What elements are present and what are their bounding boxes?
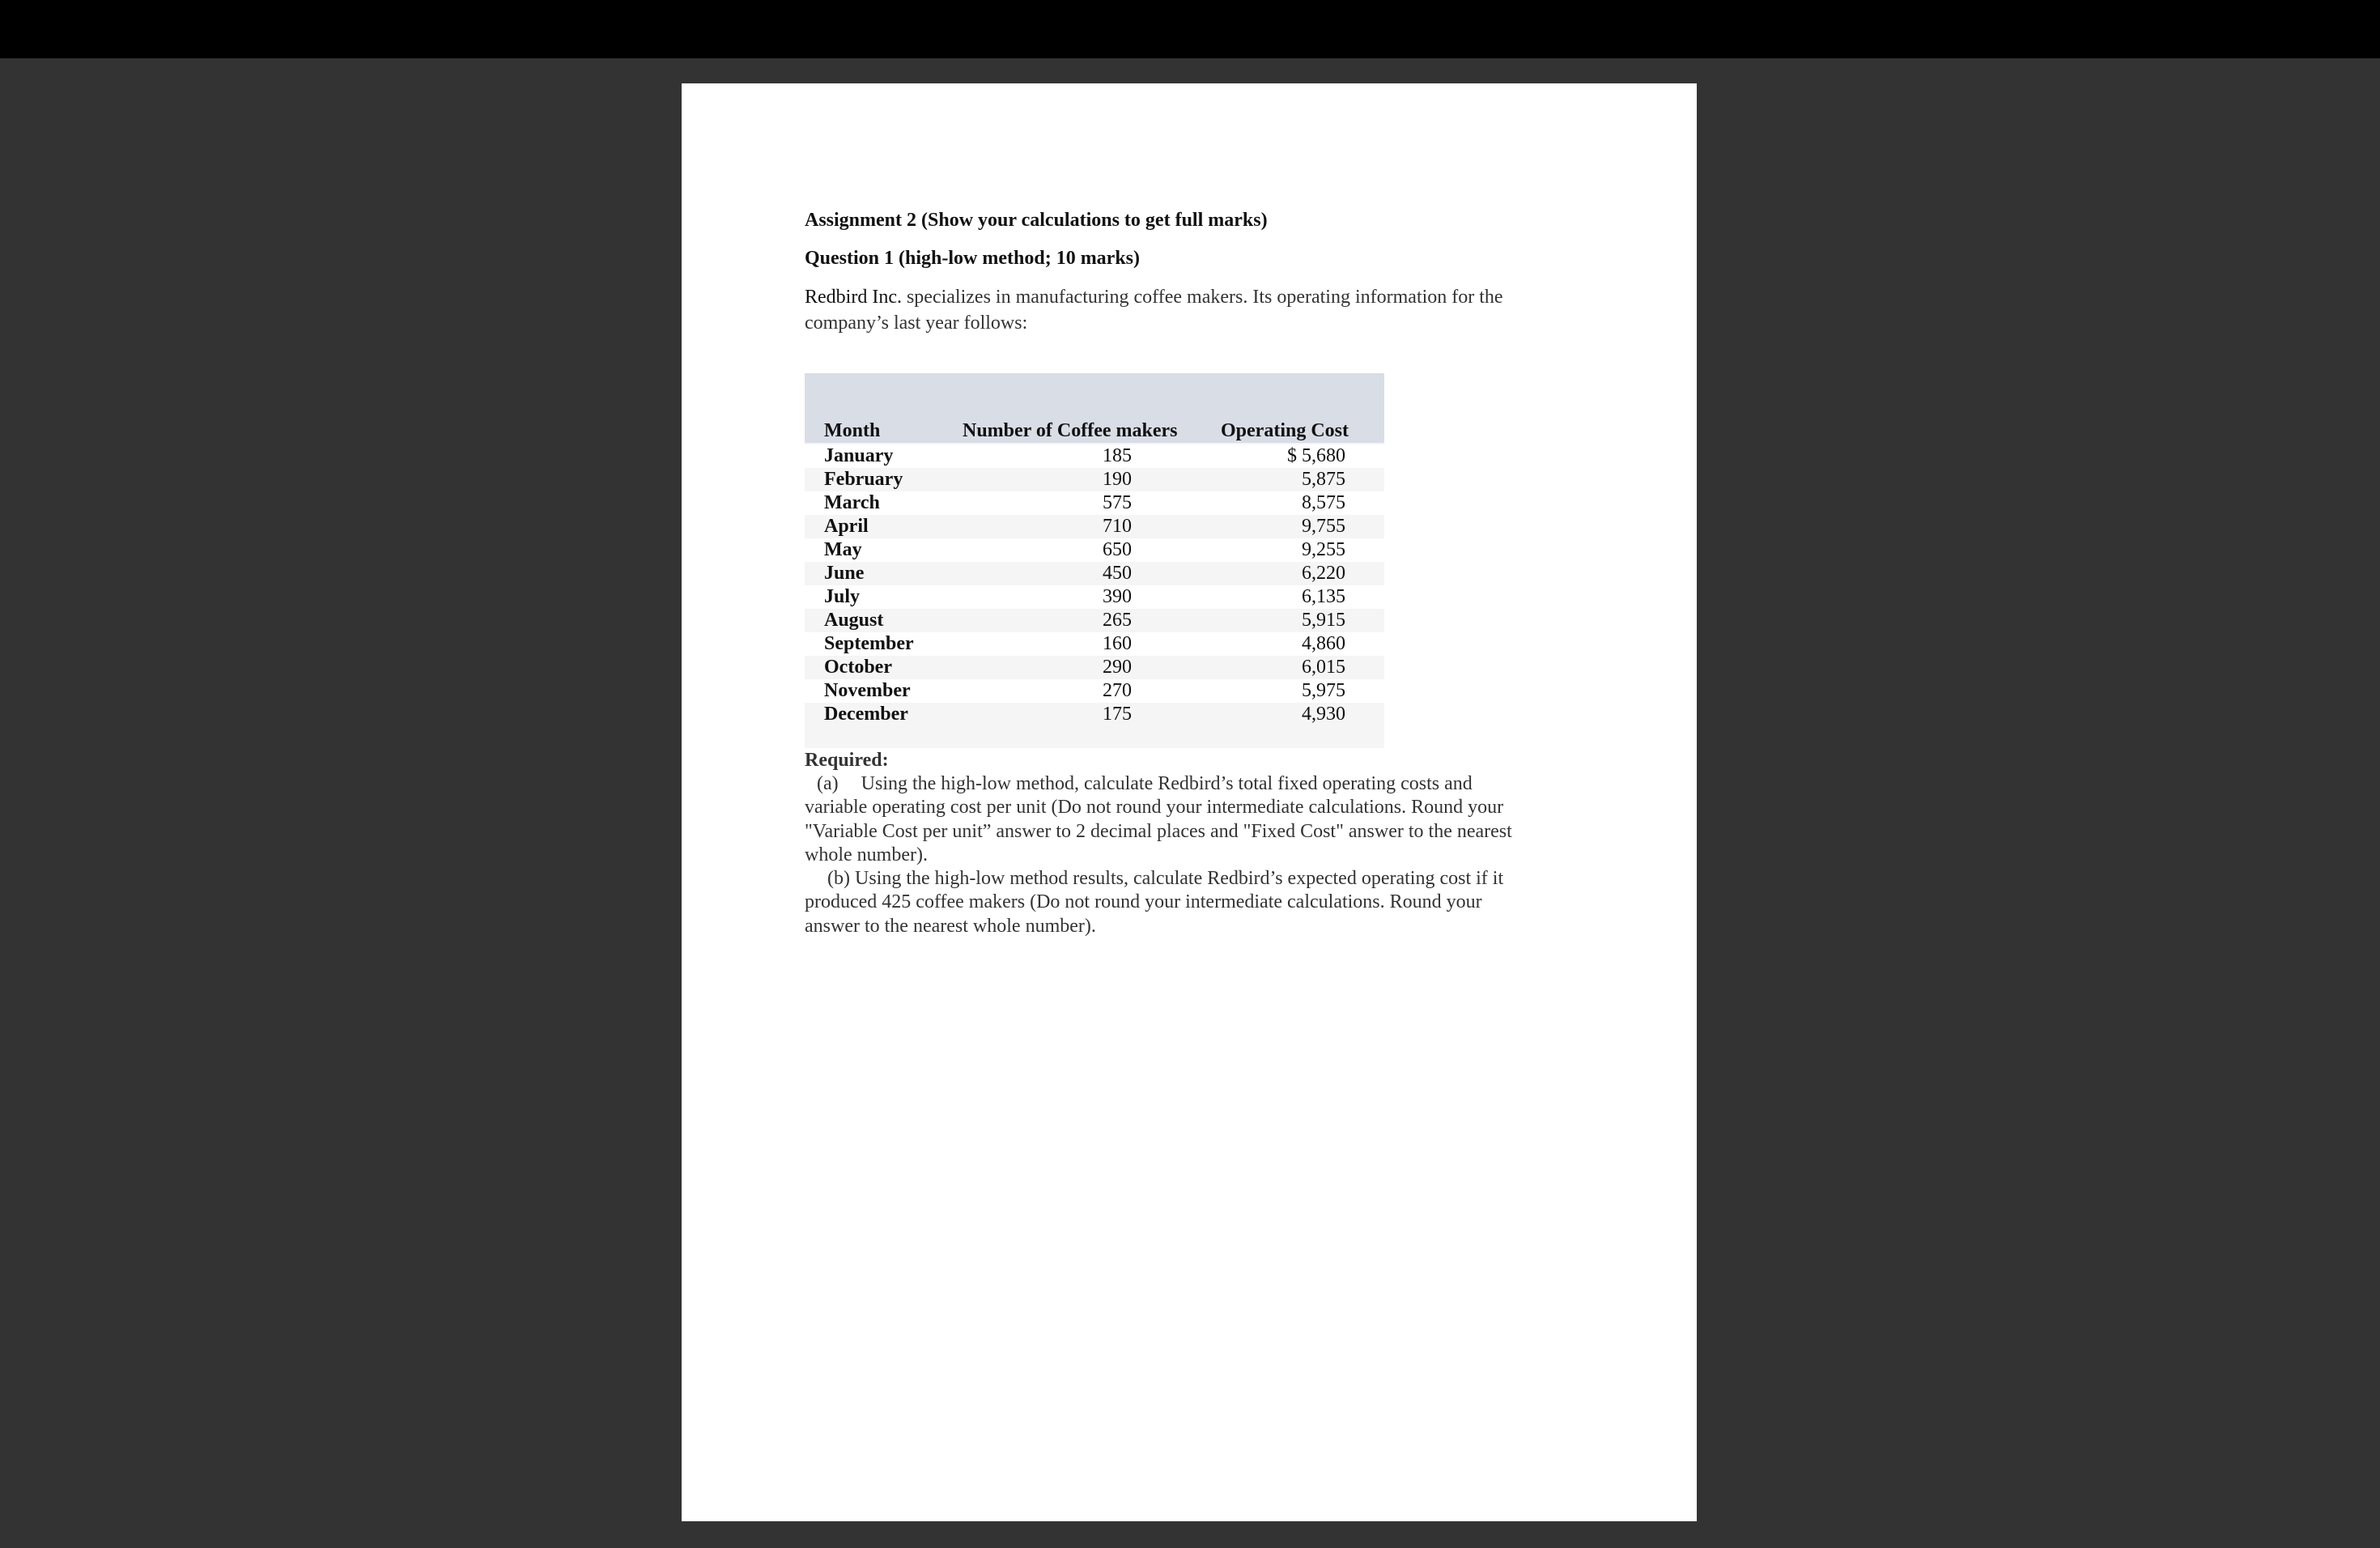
table-row <box>805 585 1384 609</box>
table-row <box>805 679 1384 703</box>
month-cell: June <box>824 563 865 584</box>
month-cell: September <box>824 633 914 654</box>
part-a-line-4: whole number). <box>805 844 928 865</box>
company-name: Redbird Inc. <box>805 287 902 308</box>
units-cell: 390 <box>1103 586 1132 607</box>
cost-cell: 5,975 <box>1302 680 1345 701</box>
units-cell: 190 <box>1103 469 1132 490</box>
top-bar <box>0 0 2380 58</box>
cost-cell: 9,255 <box>1302 539 1345 560</box>
table-row <box>805 515 1384 538</box>
table-row <box>805 444 1384 468</box>
table-row <box>805 491 1384 515</box>
units-cell: 290 <box>1103 657 1132 678</box>
table-row <box>805 538 1384 562</box>
units-cell: 185 <box>1103 445 1132 466</box>
month-cell: March <box>824 492 880 513</box>
part-a-label: (a) <box>817 773 839 794</box>
part-a-line-2: variable operating cost per unit (Do not round your intermediate calculations. Round your <box>805 797 1504 819</box>
table-row <box>805 609 1384 632</box>
table-row <box>805 656 1384 679</box>
cost-cell: 6,135 <box>1302 586 1345 607</box>
intro-line-2: company’s last year follows: <box>805 313 1028 334</box>
units-cell: 265 <box>1103 610 1132 631</box>
operating-data-table <box>805 373 1384 748</box>
units-cell: 160 <box>1103 633 1132 654</box>
month-cell: April <box>824 516 869 537</box>
cost-cell: 6,220 <box>1302 563 1345 584</box>
intro-text: specializes in manufacturing coffee makers. Its operating information for the <box>901 287 1503 308</box>
cost-cell: 6,015 <box>1302 657 1345 678</box>
units-cell: 575 <box>1103 492 1132 513</box>
units-cell: 710 <box>1103 516 1132 537</box>
required-label: Required: <box>805 750 889 771</box>
table-row <box>805 468 1384 491</box>
header-month: Month <box>824 420 881 441</box>
part-a-line-1: Using the high-low method, calculate Redbird’s total fixed operating costs and <box>861 773 1473 794</box>
part-a-line-3: "Variable Cost per unit” answer to 2 decimal places and "Fixed Cost" answer to the nearest <box>805 820 1512 842</box>
table-header <box>805 373 1384 443</box>
table-row <box>805 632 1384 656</box>
month-cell: May <box>824 539 862 560</box>
month-cell: August <box>824 610 884 631</box>
cost-cell: $ 5,680 <box>1287 445 1345 466</box>
units-cell: 650 <box>1103 539 1132 560</box>
table-row <box>805 703 1384 726</box>
cost-cell: 5,915 <box>1302 610 1345 631</box>
header-units: Number of Coffee makers <box>963 420 1178 441</box>
cost-cell: 9,755 <box>1302 516 1345 537</box>
document-page <box>682 83 1697 1521</box>
header-cost: Operating Cost <box>1221 420 1349 441</box>
units-cell: 270 <box>1103 680 1132 701</box>
cost-cell: 4,860 <box>1302 633 1345 654</box>
cost-cell: 4,930 <box>1302 704 1345 725</box>
part-b-line-1: (b) Using the high-low method results, calculate Redbird’s expected operating cost if it <box>827 868 1504 890</box>
part-b-line-2: produced 425 coffee makers (Do not round your intermediate calculations. Round your <box>805 891 1482 913</box>
question-heading: Question 1 (high-low method; 10 marks) <box>805 248 1141 269</box>
assignment-title: Assignment 2 (Show your calculations to get full marks) <box>805 210 1268 231</box>
table-row <box>805 562 1384 585</box>
units-cell: 175 <box>1103 704 1132 725</box>
part-b-line-3: answer to the nearest whole number). <box>805 915 1096 937</box>
month-cell: July <box>824 586 861 607</box>
cost-cell: 5,875 <box>1302 469 1345 490</box>
month-cell: October <box>824 657 892 678</box>
cost-cell: 8,575 <box>1302 492 1345 513</box>
month-cell: November <box>824 680 911 701</box>
month-cell: February <box>824 469 903 490</box>
intro-line-1 <box>805 286 1503 309</box>
units-cell: 450 <box>1103 563 1132 584</box>
month-cell: January <box>824 445 894 466</box>
month-cell: December <box>824 704 908 725</box>
part-a <box>805 772 1549 938</box>
